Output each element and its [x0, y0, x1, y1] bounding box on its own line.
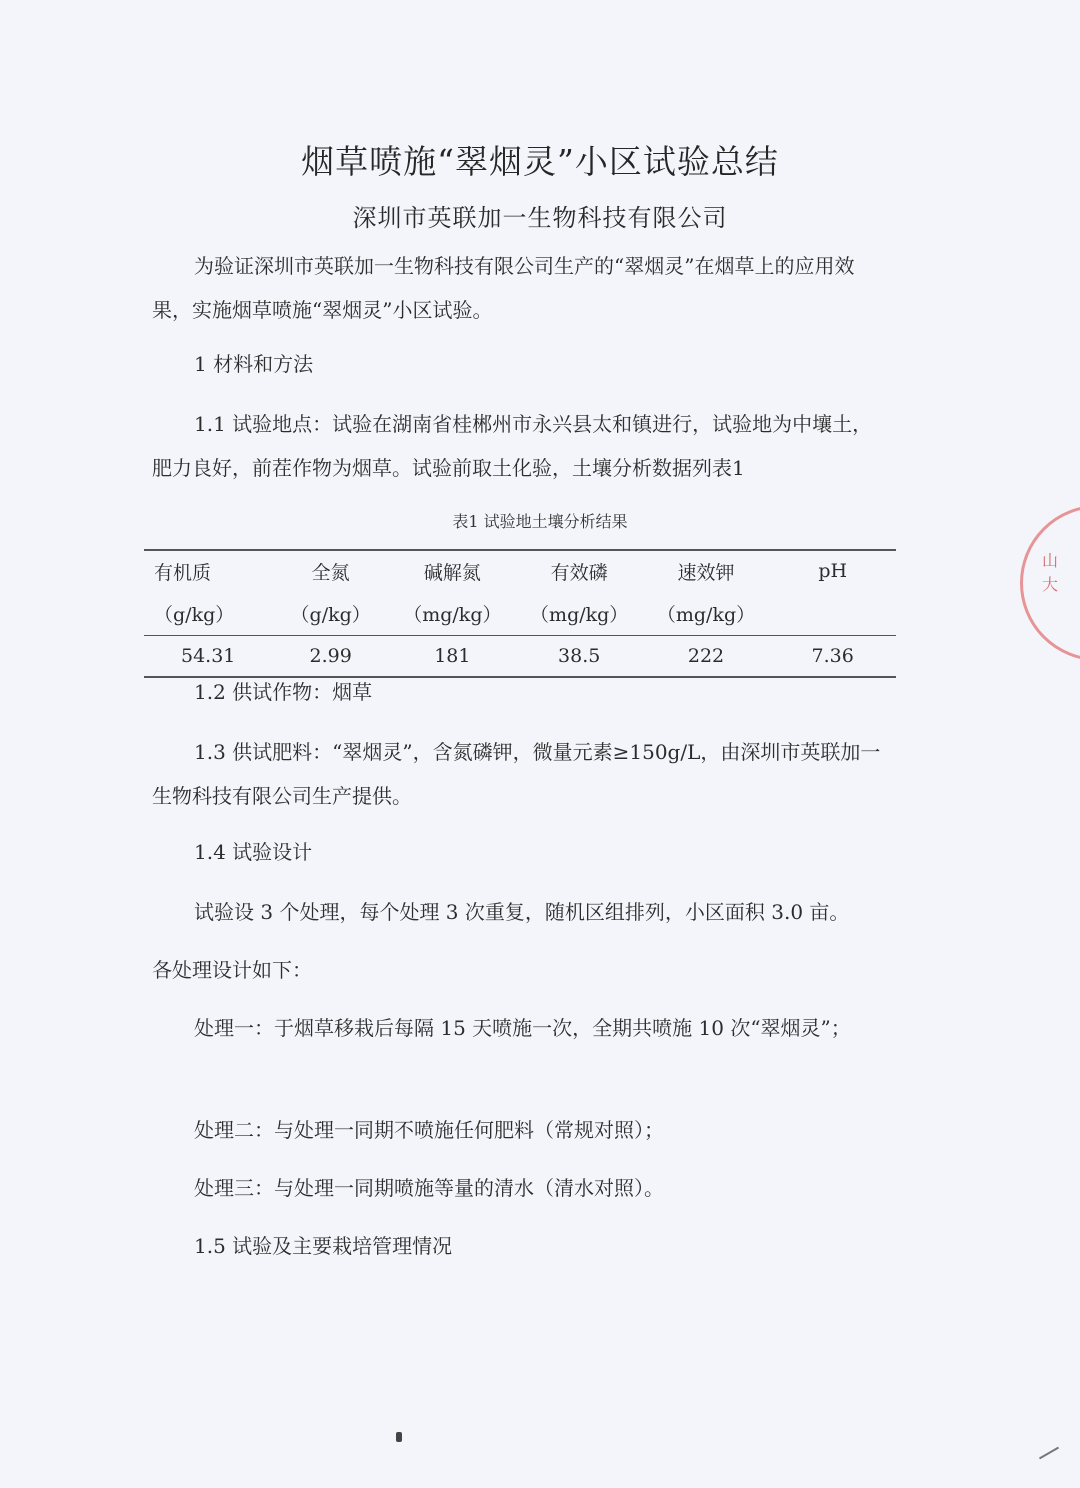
design-list-intro: 各处理设计如下：: [152, 958, 312, 982]
col-header-total-nitrogen: 全氮: [272, 550, 389, 591]
col-header-alkali-nitrogen: 碱解氮: [389, 550, 516, 591]
unit-total-nitrogen: （g/kg）: [272, 591, 389, 636]
treatment-3: 处理三：与处理一同期喷施等量的清水（清水对照）。: [194, 1176, 664, 1200]
table-unit-row: [144, 591, 896, 636]
stamp-char-1: 山: [1042, 551, 1059, 570]
section-1-4-heading: 1.4 试验设计: [194, 840, 313, 864]
table-caption: 表1 试验地土壤分析结果: [452, 512, 628, 531]
unit-ph: [769, 591, 896, 636]
value-alkali-nitrogen: 181: [389, 636, 516, 678]
value-available-potassium: 222: [643, 636, 770, 678]
value-available-phosphorus: 38.5: [516, 636, 643, 678]
value-organic-matter: 54.31: [144, 636, 272, 678]
section-1-heading: 1 材料和方法: [194, 352, 314, 376]
scan-speck: [396, 1432, 402, 1442]
value-ph: 7.36: [769, 636, 896, 678]
soil-analysis-table: [144, 549, 896, 678]
col-header-organic-matter: 有机质: [144, 550, 272, 591]
unit-available-phosphorus: （mg/kg）: [516, 591, 643, 636]
section-1-1-paragraph: 1.1 试验地点：试验在湖南省桂郴州市永兴县太和镇进行，试验地为中壤土，肥力良好，前茬作物为烟草。试验前取土化验，土壤分析数据列表1: [152, 412, 873, 480]
section-1-3-paragraph: 1.3 供试肥料：“翠烟灵”，含氮磷钾，微量元素≥150g/L，由深圳市英联加一生物科技有限公司生产提供。: [152, 740, 881, 808]
col-header-available-phosphorus: 有效磷: [516, 550, 643, 591]
document-title: 烟草喷施“翠烟灵”小区试验总结: [301, 142, 779, 181]
scan-mark: [1039, 1447, 1059, 1460]
design-paragraph: 试验设 3 个处理，每个处理 3 次重复，随机区组排列，小区面积 3.0 亩。: [194, 900, 850, 924]
col-header-available-potassium: 速效钾: [643, 550, 770, 591]
unit-organic-matter: （g/kg）: [144, 591, 272, 636]
section-1-2-paragraph: 1.2 供试作物：烟草: [194, 680, 373, 704]
unit-alkali-nitrogen: （mg/kg）: [389, 591, 516, 636]
company-name: 深圳市英联加一生物科技有限公司: [352, 204, 728, 232]
stamp-char-2: 大: [1042, 575, 1059, 594]
unit-available-potassium: （mg/kg）: [643, 591, 770, 636]
table-header-row: [144, 550, 896, 591]
treatment-1: 处理一：于烟草移栽后每隔 15 天喷施一次，全期共喷施 10 次“翠烟灵”；: [194, 1016, 851, 1040]
section-1-5-heading: 1.5 试验及主要栽培管理情况: [194, 1234, 453, 1258]
treatment-2: 处理二：与处理一同期不喷施任何肥料（常规对照）；: [194, 1118, 664, 1142]
intro-paragraph: 为验证深圳市英联加一生物科技有限公司生产的“翠烟灵”在烟草上的应用效果，实施烟草喷施“翠烟灵”小区试验。: [152, 254, 855, 322]
value-total-nitrogen: 2.99: [272, 636, 389, 678]
col-header-ph: pH: [769, 550, 896, 591]
